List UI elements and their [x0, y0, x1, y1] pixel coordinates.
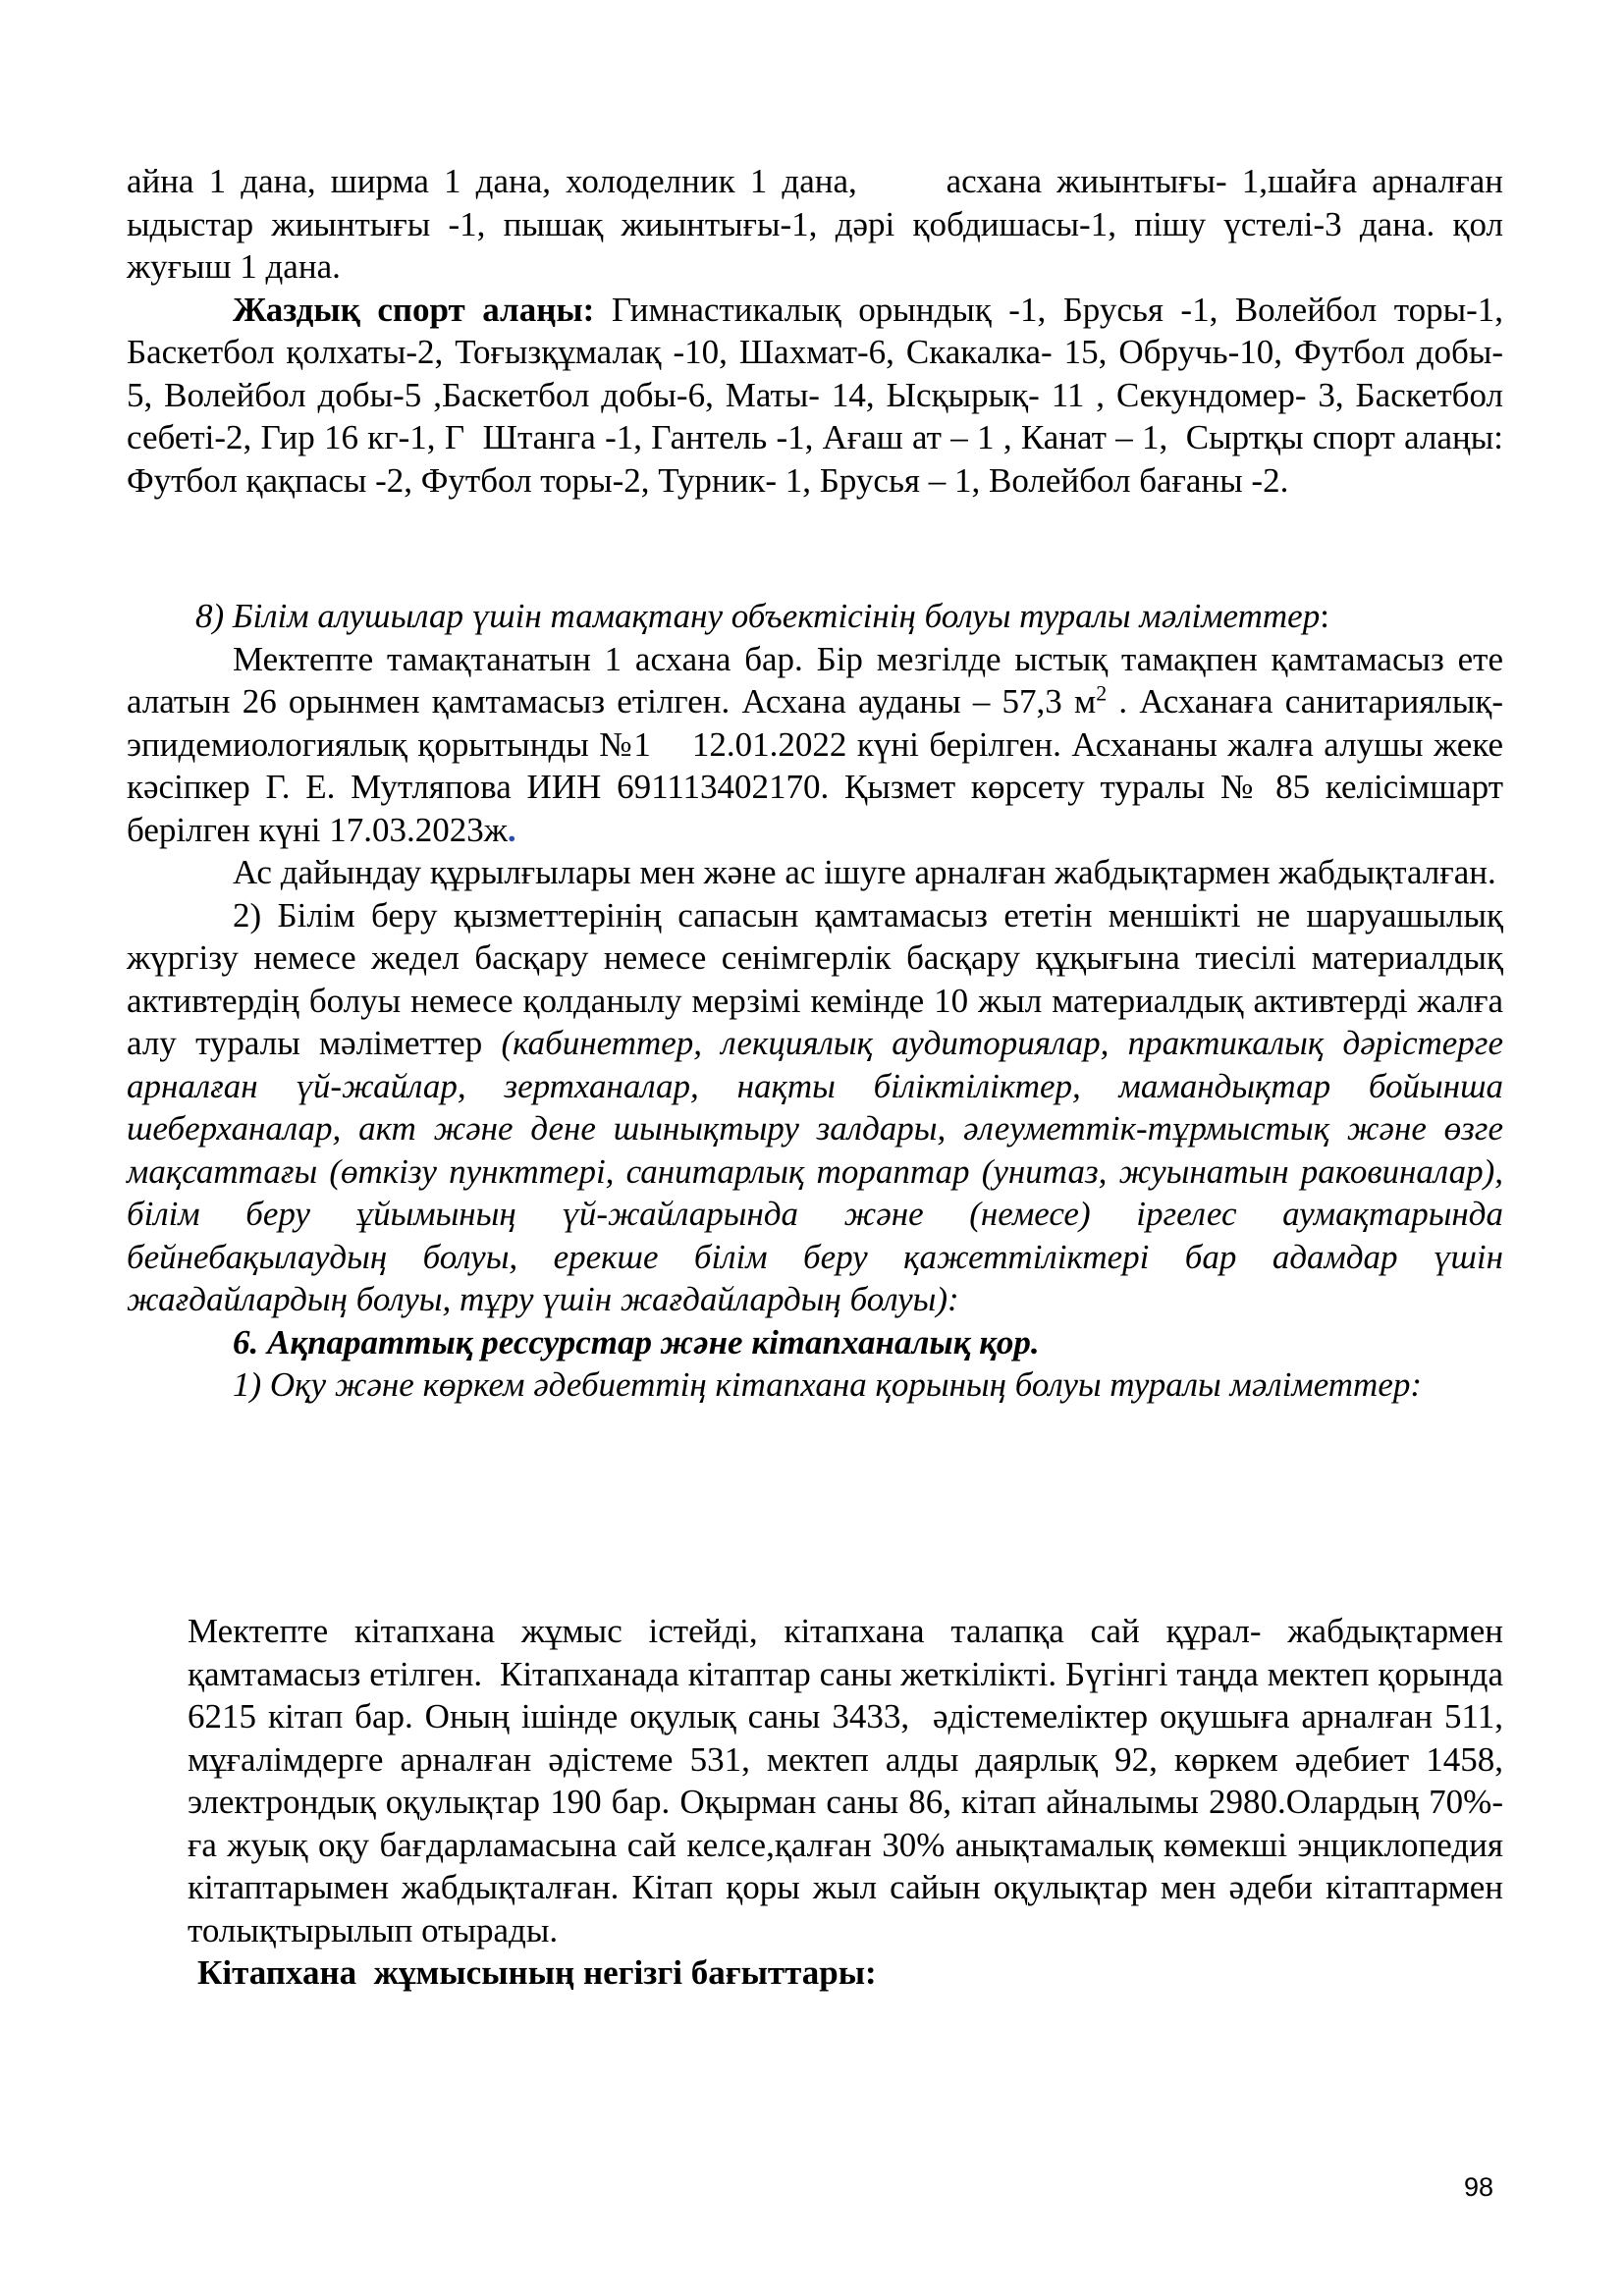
library-text: Мектепте кітапхана жұмыс істейді, кітапхана талапқа сай құрал- жабдықтармен қамтамасыз етілген. Кітапханада кітаптар саны жеткілікті. Бүгінгі таңда мектеп қорында 6215 кітап бар. Оның ішінде оқулық саны 3433, әдістемеліктер оқушыға арналған 511, мұғалімдерге арналған әдістеме 531, мектеп алды даярлық 92, көркем әдебиет 1458, электрондық оқулықтар 190 бар. Оқырман саны 86, кітап айналымы 2980.Олардың 70%-ға жуық оқу бағдарламасына сай келсе,қалған 30% анықтамалық көмекші энциклопедия кітаптарымен жабдықталған. Кітап қоры жыл сайын оқулықтар мен әдеби кітаптармен толықтырылып отырады.: [188, 1612, 1503, 1949]
summer-sport-paragraph: [127, 289, 1503, 503]
area-superscript: 2: [1096, 680, 1108, 706]
library-directions-paragraph: [188, 1951, 1503, 1995]
canteen-end-dot: .: [507, 810, 516, 849]
page-number: 98: [1464, 2172, 1494, 2202]
section-6-heading: 6. Ақпараттық рессурстар және кітапханалық қор.: [233, 1322, 1040, 1362]
section-8-heading: 8) Білім алушылар үшін тамақтану объектісінің болуы туралы мәліметтер: [195, 597, 1321, 635]
canteen-paragraph: [127, 638, 1503, 852]
library-block: [188, 1610, 1503, 1995]
summer-sport-heading: Жаздық спорт алаңы:: [233, 290, 595, 329]
material-assets-text: 2) Білім беру қызметтерінің сапасын қамтамасыз ететін меншікті не шаруашылық жүргізу немесе жедел басқару немесе сенімгерлік басқару құқығына тиесілі материалдық активтердің болуы немесе қолданылу мерзімі кемінде 10 жыл материалдық активтерді жалға алу туралы мәліметтер: [127, 895, 1503, 1062]
catering-and-material-block: [127, 595, 1503, 1407]
library-fund-subheading-paragraph: [127, 1363, 1503, 1407]
equipment-and-sport-block: [127, 160, 1503, 502]
material-assets-paragraph: [127, 894, 1503, 1321]
canteen-text-part1: Мектепте тамақтанатын 1 асхана бар. Бір мезгілде ыстық тамақпен қамтамасыз ете алатын 26 орынмен қамтамасыз етілген. Асхана ауданы – 57,3 м: [127, 639, 1503, 721]
library-directions-heading: Кітапхана жұмысының негізгі бағыттары:: [197, 1953, 877, 1992]
equipment-paragraph: [127, 160, 1503, 289]
library-fund-subheading: 1) Оқу және көркем әдебиеттің кітапхана қорының болуы туралы мәліметтер:: [233, 1365, 1423, 1404]
canteen-text-part2: . Асханаға санитариялық-эпидемиологиялық қорытынды №1 12.01.2022 күні берілген. Асхананы жалға алушы жеке кәсіпкер Г. Е. Мутляпова ИИН 691113402170. Қызмет көрсету туралы № 85 келісімшарт берілген күні 17.03.2023ж: [127, 682, 1503, 849]
equipment-text: айна 1 дана, ширма 1 дана, холоделник 1 дана, асхана жиынтығы- 1,шайға арналған ыдыстар жиынтығы -1, пышақ жиынтығы-1, дәрі қобдишасы-1, пішу үстелі-3 дана. қол жуғыш 1 дана.: [127, 162, 1503, 286]
material-assets-italic-text: (кабинеттер, лекциялық аудиториялар, практикалық дәрістерге арналған үй-жайлар, зертханалар, нақты біліктіліктер, мамандықтар бойынша шеберханалар, акт және дене шынықтыру залдары, әлеуметтік-тұрмыстық және өзге мақсаттағы (өткізу пункттері, санитарлық тораптар (унитаз, жуынатын раковиналар), білім беру ұйымының үй-жайларында және (немесе) іргелес аумақтарында бейнебақылаудың болуы, ерекше білім беру қажеттіліктері бар адамдар үшін жағдайлардың болуы, тұру үшін жағдайлардың болуы):: [127, 1024, 1503, 1318]
section-8-heading-paragraph: [127, 595, 1503, 638]
section-6-heading-paragraph: [127, 1321, 1503, 1364]
kitchen-equipment-paragraph: [127, 851, 1503, 894]
kitchen-equipment-text: Ас дайындау құрылғылары мен және ас ішуге арналған жабдықтармен жабдықталған.: [233, 853, 1496, 891]
section-8-heading-colon: :: [1320, 597, 1329, 635]
summer-sport-text: Гимнастикалық орындық -1, Брусья -1, Волейбол торы-1, Баскетбол қолхаты-2, Тоғызқұмалақ -10, Шахмат-6, Скакалка- 15, Обручь-10, Футбол добы- 5, Волейбол добы-5 ,Баскетбол добы-6, Маты- 14, Ысқырық- 11 , Секундомер- 3, Баскетбол себеті-2, Гир 16 кг-1, Г Штанга -1, Гантель -1, Ағаш ат – 1 , Канат – 1, Сыртқы спорт алаңы: Футбол қақпасы -2, Футбол торы-2, Турник- 1, Брусья – 1, Волейбол бағаны -2.: [127, 290, 1503, 500]
library-paragraph: [188, 1610, 1503, 1951]
